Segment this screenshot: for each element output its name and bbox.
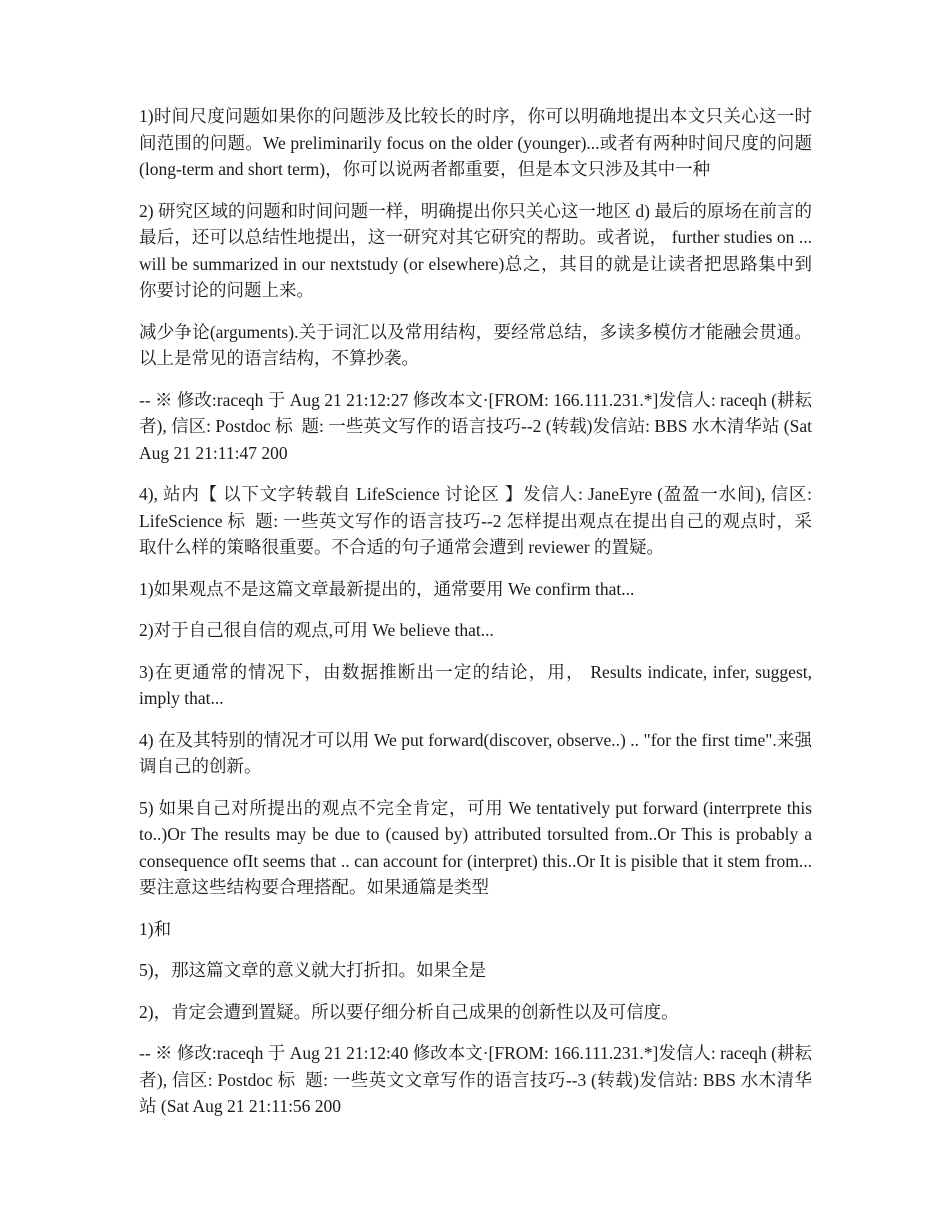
paragraph-point-3-indicate: 3)在更通常的情况下，由数据推断出一定的结论，用， Results indicate, infer, suggest, imply that...	[139, 661, 817, 708]
paragraph-study-region: 2) 研究区域的问题和时间问题一样，明确提出你只关心这一地区 d) 最后的原场在前言的最后，还可以总结性地提出，这一研究对其它研究的帮助。或者说， further studies on ... will be summarized in our nextstudy (or elsewhere)总之，其目的就是让读者把思路集中到你要讨论的问题上来。	[139, 200, 817, 300]
paragraph-bbs-signature-3: -- ※ 修改:raceqh 于 Aug 21 21:12:40 修改本文·[FROM: 166.111.231.*]发信人: raceqh (耕耘者), 信区: Postdoc 标 题: 一些英文文章写作的语言技巧--3 (转载)发信站: BBS 水木清华站 (Sat Aug 21 21:11:56 200	[139, 1043, 812, 1116]
paragraph-lifescience-repost: 4), 站内【 以下文字转载自 LifeScience 讨论区 】发信人: JaneEyre (盈盈一水间), 信区: LifeScience 标 题: 一些英文写作的语言技巧--2 怎样提出观点在提出自己的观点时，采取什么样的策略很重要。不合适的句子通常会遭到 reviewer 的置疑。	[139, 484, 817, 557]
paragraph-point-4-put-forward: 4) 在及其特别的情况才可以用 We put forward(discover, observe..) .. "for the first time".来强调自己的创新。	[139, 729, 812, 776]
paragraph-point-1-confirm: 1)如果观点不是这篇文章最新提出的，通常要用 We confirm that...	[139, 578, 635, 599]
paragraph-time-scale: 1)时间尺度问题如果你的问题涉及比较长的时序，你可以明确地提出本文只关心这一时间范围的问题。We preliminarily focus on the older (younger)...或者有两种时间尺度的问题(long-term and short term)，你可以说两者都重要，但是本文只涉及其中一种	[139, 106, 812, 179]
paragraph-type-2-doubt: 2)，肯定会遭到置疑。所以要仔细分析自己成果的创新性以及可信度。	[139, 1001, 679, 1022]
paragraph-type-1: 1)和	[139, 918, 172, 939]
paragraph-type-5-discount: 5)，那这篇文章的意义就大打折扣。如果全是	[139, 960, 487, 980]
paragraph-reduce-arguments: 减少争论(arguments).关于词汇以及常用结构，要经常总结，多读多模仿才能融会贯通。以上是常见的语言结构，不算抄袭。	[139, 321, 812, 368]
paragraph-point-5-tentative: 5) 如果自己对所提出的观点不完全肯定，可用 We tentatively put forward (interrprete this to..)Or The results may be due to (caused by) attributed torsulted from..Or This is probably a consequence ofIt seems that .. can account for (interpret) this..Or It is pisible that it stem from...要注意这些结构要合理搭配。如果通篇是类型	[139, 797, 817, 897]
document-text-block	[139, 103, 817, 1120]
paragraph-point-2-believe: 2)对于自己很自信的观点,可用 We believe that...	[139, 620, 494, 640]
paragraph-bbs-signature-2: -- ※ 修改:raceqh 于 Aug 21 21:12:27 修改本文·[FROM: 166.111.231.*]发信人: raceqh (耕耘者), 信区: Postdoc 标 题: 一些英文写作的语言技巧--2 (转载)发信站: BBS 水木清华站 (Sat Aug 21 21:11:47 200	[139, 389, 816, 463]
